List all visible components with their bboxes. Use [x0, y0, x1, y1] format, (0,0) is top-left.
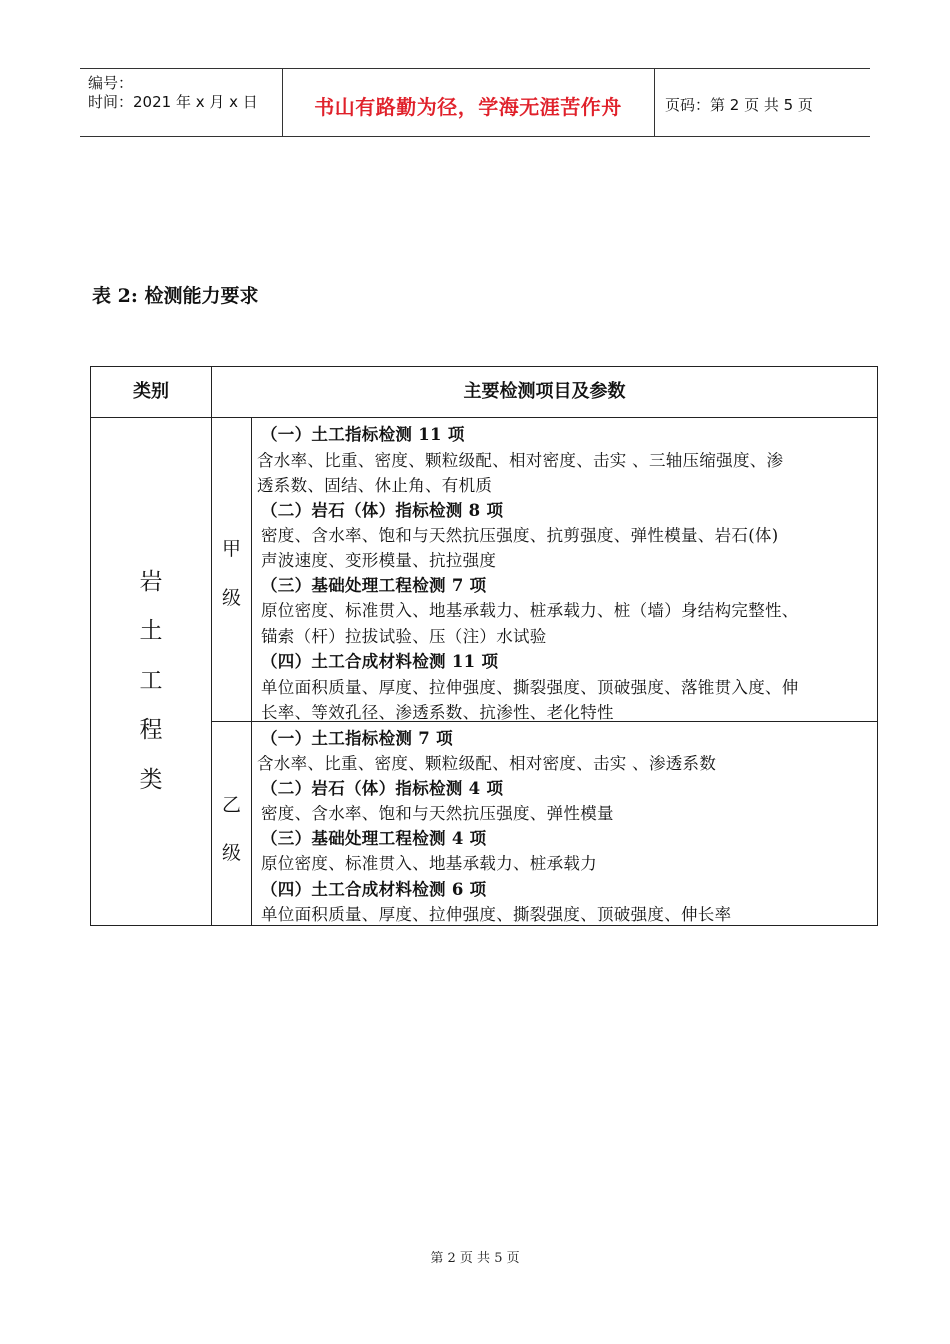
category-char: 类: [139, 767, 163, 793]
item-line: 密度、含水率、饱和与天然抗压强度、弹性模量: [261, 804, 614, 823]
category-char: 土: [139, 618, 163, 644]
item-group-heading: （三）基础处理工程检测 7 项: [261, 576, 487, 595]
header-motto: 书山有路勤为径，学海无涯苦作舟: [314, 95, 622, 119]
item-line: 声波速度、变形模量、抗拉强度: [261, 551, 497, 570]
item-group-heading: （二）岩石（体）指标检测 4 项: [261, 779, 504, 798]
item-line: 原位密度、标准贯入、地基承载力、桩承载力: [261, 854, 597, 873]
category-cell: [91, 417, 211, 925]
item-line: 含水率、比重、密度、颗粒级配、相对密度、击实 、渗透系数: [257, 754, 717, 773]
page-footer: 第 2 页 共 5 页: [430, 1251, 520, 1266]
item-line: 含水率、比重、密度、颗粒级配、相对密度、击实 、三轴压缩强度、渗: [257, 451, 784, 470]
header-page-number: 页码：第 2 页 共 5 页: [665, 96, 813, 114]
item-group-heading: （三）基础处理工程检测 4 项: [261, 829, 487, 848]
item-group-heading: （四）土工合成材料检测 6 项: [261, 880, 487, 899]
item-line: 长率、等效孔径、渗透系数、抗渗性、老化特性: [261, 703, 614, 722]
page-header: [80, 68, 870, 137]
column-header-category: 类别: [133, 381, 169, 402]
grade-b-char: 乙: [221, 794, 241, 816]
column-header-items: 主要检测项目及参数: [463, 381, 626, 402]
document-date-label: 时间：2021 年 x 月 x 日: [88, 93, 258, 111]
item-line: 密度、含水率、饱和与天然抗压强度、抗剪强度、弹性模量、岩石(体): [261, 526, 779, 545]
item-group-heading: （一）土工指标检测 11 项: [261, 425, 465, 444]
table-caption: 表 2: 检测能力要求: [92, 285, 259, 307]
document-number-label: 编号：: [88, 74, 134, 92]
item-group-heading: （四）土工合成材料检测 11 项: [261, 652, 499, 671]
grade-b-char: 级: [221, 842, 241, 864]
item-line: 原位密度、标准贯入、地基承载力、桩承载力、桩（墙）身结构完整性、: [261, 601, 799, 620]
category-char: 工: [139, 668, 163, 694]
header-page-cell: [655, 69, 870, 136]
capability-table: [90, 366, 878, 926]
item-group-heading: （二）岩石（体）指标检测 8 项: [261, 501, 504, 520]
header-motto-cell: [282, 69, 655, 136]
item-line: 锚索（杆）拉拔试验、压（注）水试验: [261, 627, 547, 646]
item-line: 单位面积质量、厚度、拉伸强度、撕裂强度、顶破强度、落锥贯入度、伸: [261, 678, 799, 697]
item-line: 透系数、固结、休止角、有机质: [257, 476, 493, 495]
grade-a-char: 级: [221, 587, 241, 609]
category-char: 岩: [139, 569, 163, 595]
category-char: 程: [139, 717, 163, 743]
grade-column-divider: [251, 417, 252, 925]
item-line: 单位面积质量、厚度、拉伸强度、撕裂强度、顶破强度、伸长率: [261, 905, 732, 924]
item-group-heading: （一）土工指标检测 7 项: [261, 729, 453, 748]
header-info-cell: [80, 69, 283, 136]
grade-a-char: 甲: [221, 538, 241, 560]
